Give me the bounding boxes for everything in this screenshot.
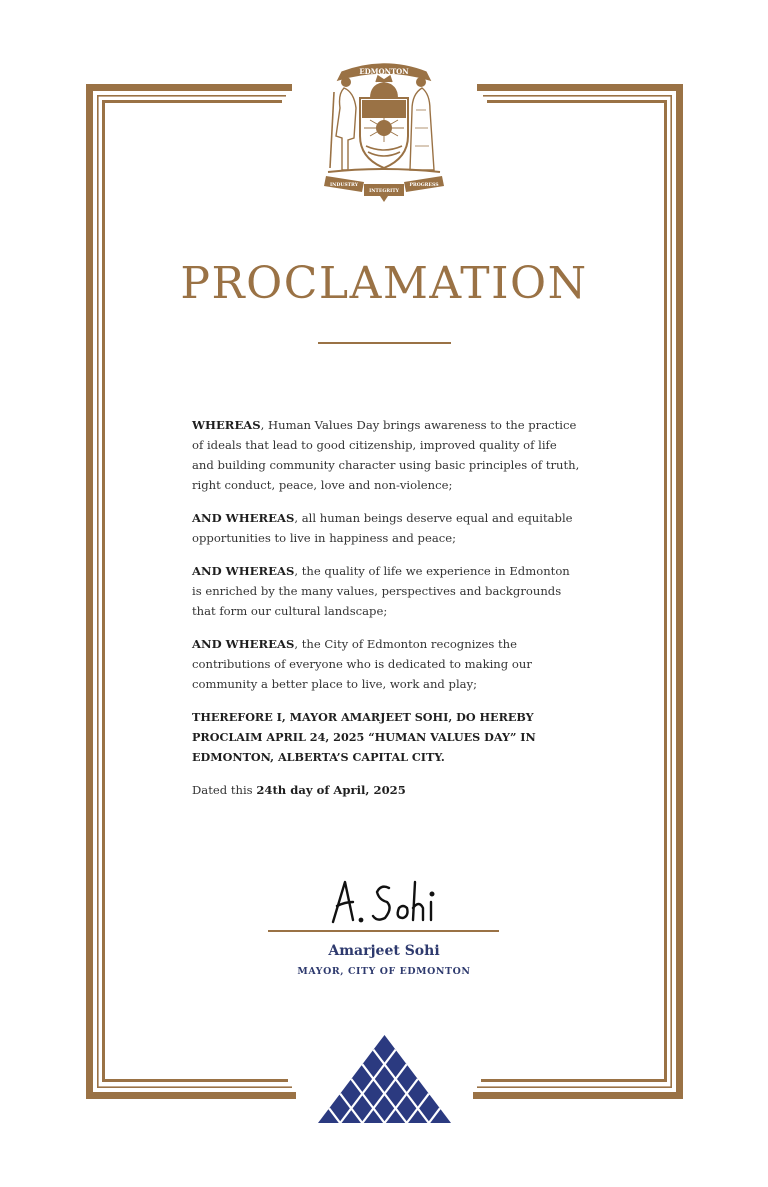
crest-banner-text: EDMONTON: [359, 67, 409, 76]
paragraph-text: , the quality of life we experience in Edmonton is enriched by the many values, perspectives and backgrounds that form our cultural landscape;: [192, 564, 570, 618]
paragraph-text: , the City of Edmonton recognizes the contributions of everyone who is dedicated to making our community a better place to live, work and play;: [192, 637, 532, 691]
signature-line: [268, 930, 499, 932]
paragraph-lead: WHEREAS: [192, 418, 261, 432]
proclamation-statement: THEREFORE I, MAYOR AMARJEET SOHI, DO HEREBY PROCLAIM APRIL 24, 2025 “HUMAN VALUES DAY” IN EDMONTON, ALBERTA’S CAPITAL CITY.: [192, 710, 536, 764]
coat-of-arms-logo: [320, 58, 448, 202]
crest-motto-left: INDUSTRY: [329, 183, 359, 188]
handwritten-signature: [325, 868, 445, 928]
dated-date: 24th day of April, 2025: [256, 783, 406, 797]
paragraph-lead: AND WHEREAS: [192, 637, 295, 651]
crest-motto-right: PROGRESS: [409, 183, 439, 188]
paragraph-text: , all human beings deserve equal and equitable opportunities to live in happiness and peace;: [192, 511, 573, 545]
whereas-paragraph: [192, 508, 582, 548]
signer-name: Amarjeet Sohi: [328, 943, 440, 959]
pyramid-logo: [318, 1035, 451, 1123]
whereas-paragraph: [192, 415, 582, 495]
title-divider: [318, 342, 451, 344]
paragraph-text: , Human Values Day brings awareness to the practice of ideals that lead to good citizenship, improved quality of life and building community character using basic principles of truth, right conduct, peace, love and non-violence;: [192, 418, 580, 492]
proclamation-body: [192, 415, 582, 813]
dated-line: [192, 780, 582, 800]
crest-motto-center: INTEGRITY: [369, 189, 399, 194]
whereas-paragraph: [192, 561, 582, 621]
paragraph-lead: AND WHEREAS: [192, 511, 295, 525]
dated-prefix: Dated this: [192, 783, 257, 797]
signer-title: MAYOR, CITY OF EDMONTON: [297, 966, 471, 977]
paragraph-lead: AND WHEREAS: [192, 564, 295, 578]
whereas-paragraph: [192, 634, 582, 694]
pyramid-shape: [318, 1035, 451, 1123]
page-title: PROCLAMATION: [180, 258, 588, 309]
